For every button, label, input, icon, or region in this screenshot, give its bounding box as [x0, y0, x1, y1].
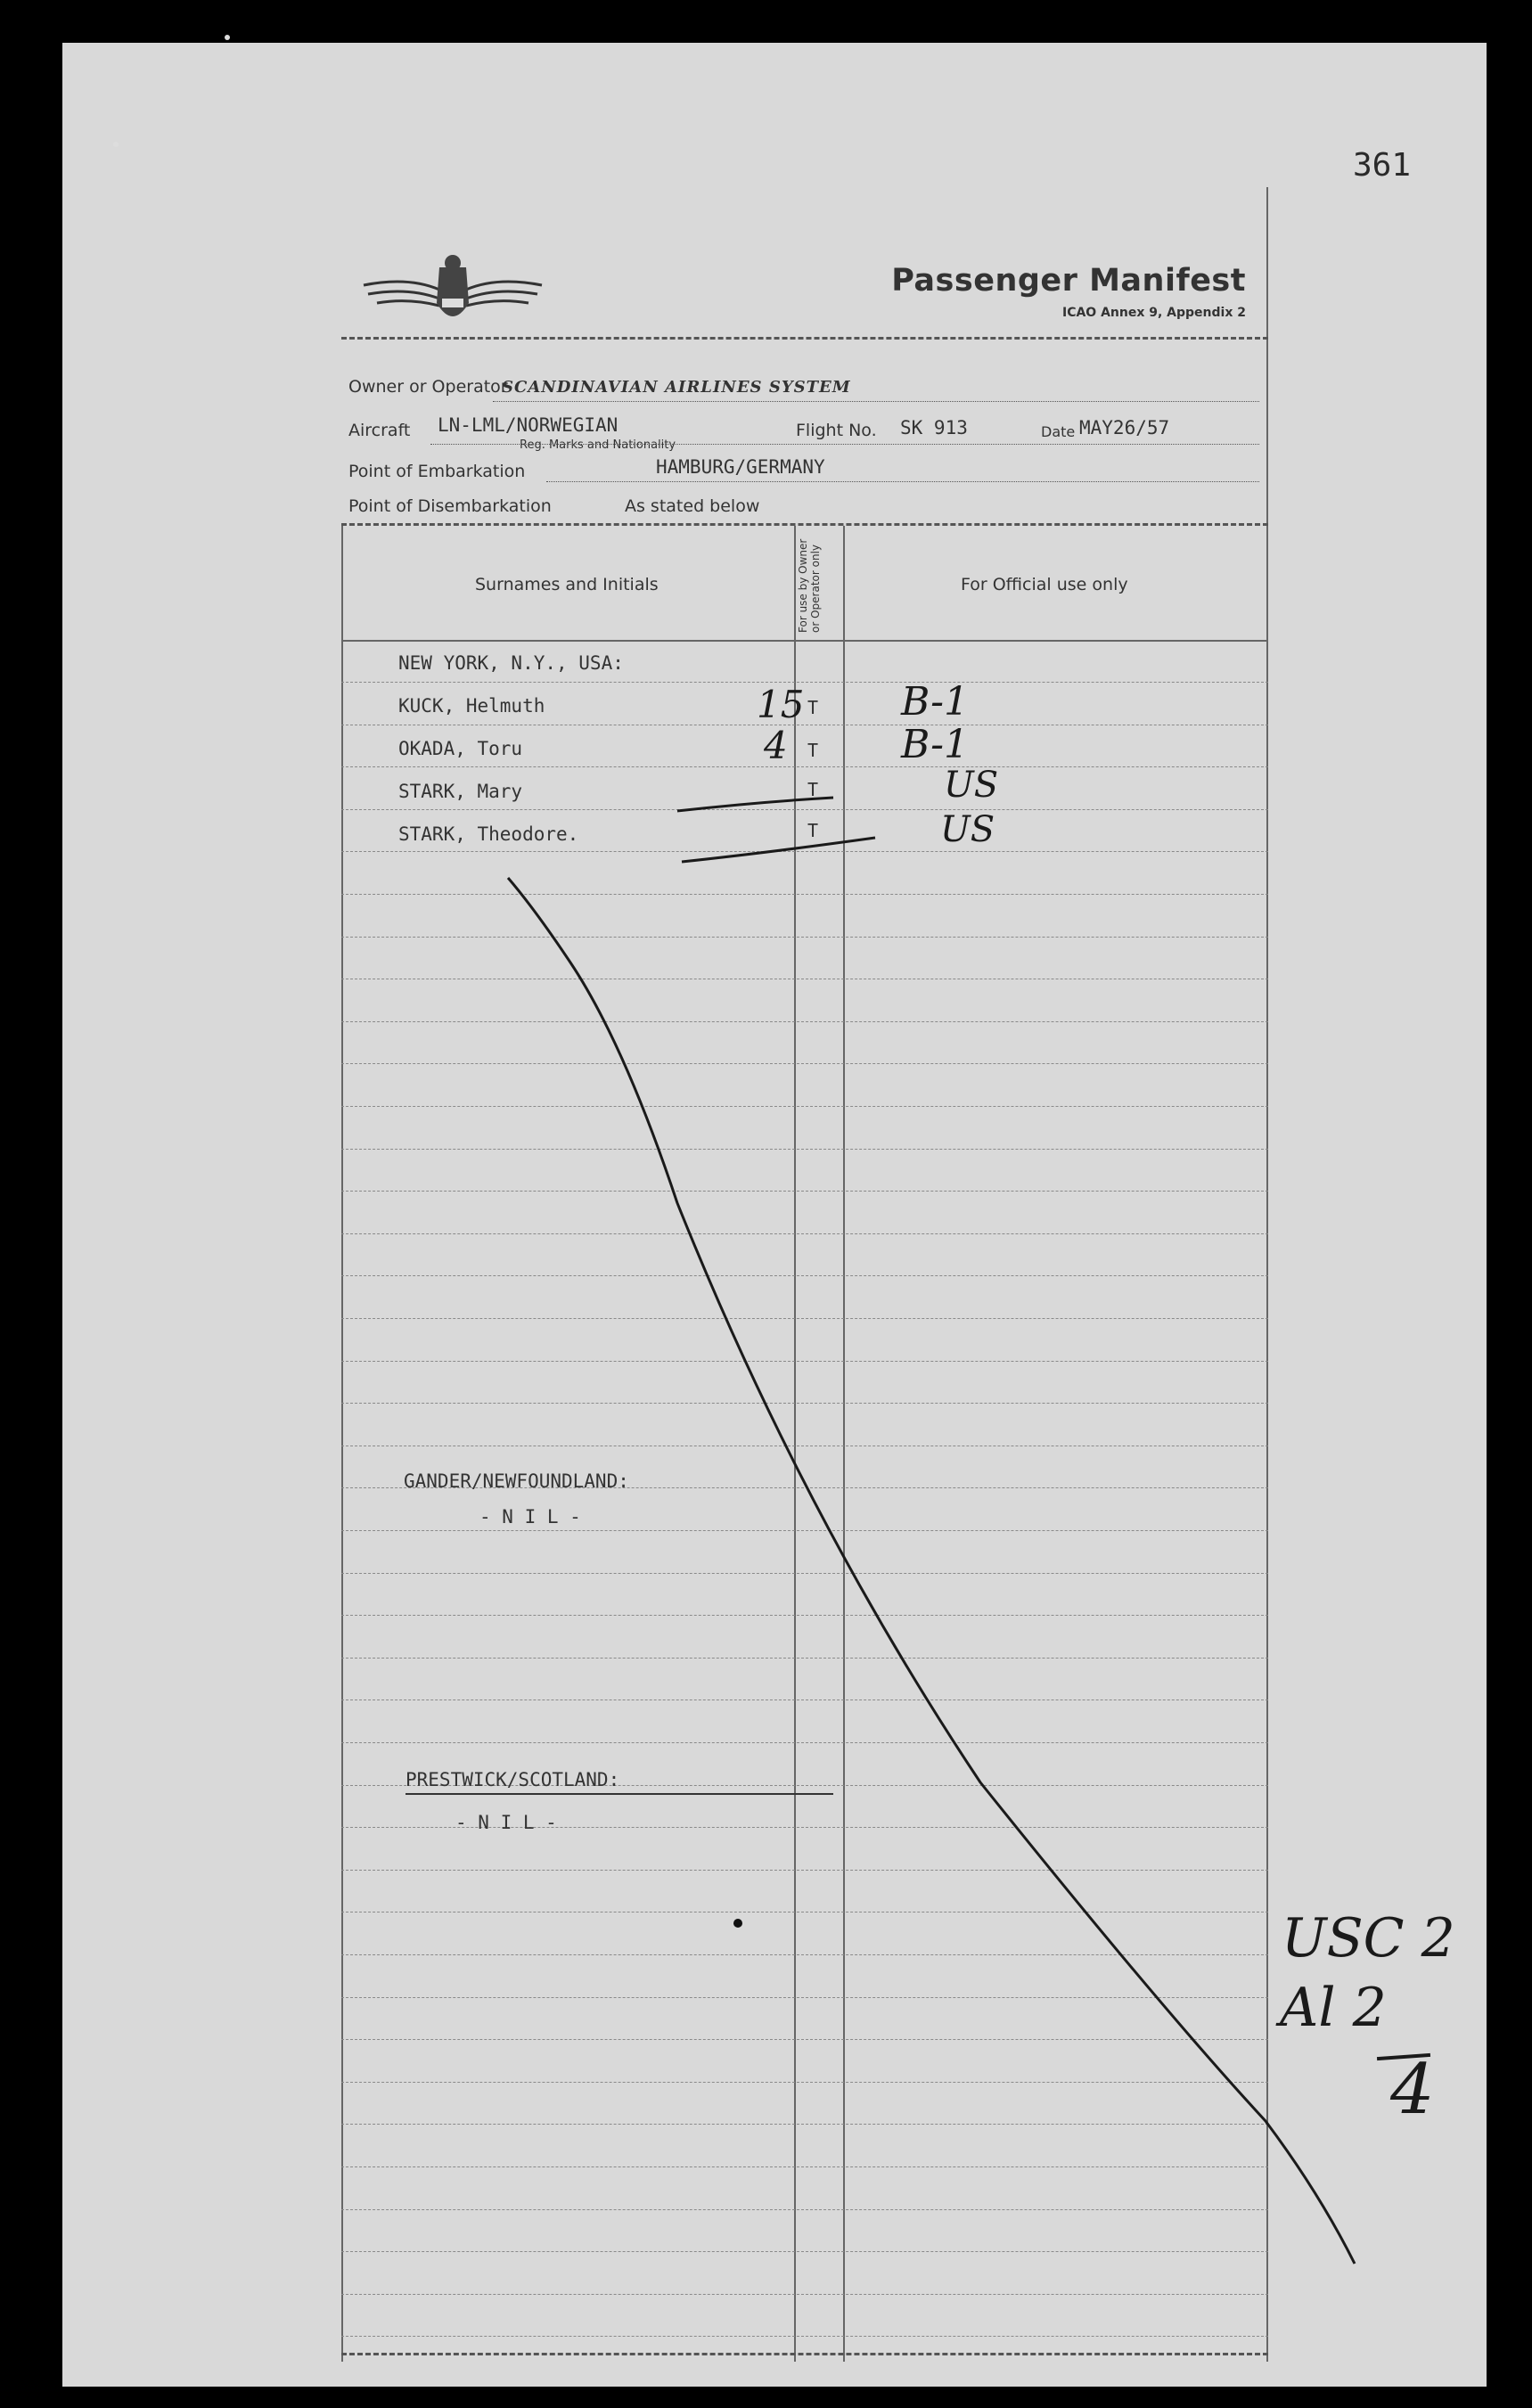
official-mark: US [940, 809, 995, 850]
owner-value: SCANDINAVIAN AIRLINES SYSTEM [502, 378, 851, 397]
ruled-line [341, 1191, 1268, 1192]
destination-prestwick: PRESTWICK/SCOTLAND: [406, 1769, 620, 1790]
gander-nil-note: - N I L - [479, 1506, 581, 1528]
embarkation-label: Point of Embarkation [348, 462, 526, 481]
table-left-border [341, 526, 343, 2362]
passenger-name: KUCK, Helmuth [398, 695, 545, 717]
destination-new-york: NEW YORK, N.Y., USA: [398, 652, 624, 674]
manifest-form [341, 187, 1268, 2362]
operator-mark: T [807, 697, 819, 718]
ruled-line [341, 1106, 1268, 1107]
ruled-line [341, 851, 1268, 852]
date-label: Date [1041, 423, 1076, 440]
ruled-line [341, 682, 1268, 683]
handwritten-code: 4 [764, 724, 788, 767]
official-mark: US [944, 765, 999, 806]
ruled-line [341, 2082, 1268, 2083]
passenger-name: OKADA, Toru [398, 738, 523, 759]
ruled-line [341, 1233, 1268, 1234]
embarkation-value: HAMBURG/GERMANY [656, 456, 825, 478]
owner-underline [493, 401, 1259, 402]
ruled-line [341, 766, 1268, 767]
ruled-line [341, 1318, 1268, 1319]
operator-mark: T [807, 820, 819, 841]
prestwick-underline [406, 1793, 833, 1795]
aircraft-sublabel: Reg. Marks and Nationality [520, 438, 676, 452]
form-subtitle: ICAO Annex 9, Appendix 2 [1061, 306, 1246, 320]
ruled-line [341, 1403, 1268, 1404]
aircraft-underline [430, 444, 1259, 445]
ruled-line [341, 1954, 1268, 1955]
aircraft-label: Aircraft [348, 421, 411, 440]
aircraft-value: LN-LML/NORWEGIAN [438, 414, 619, 436]
ruled-line [341, 1149, 1268, 1150]
header-rule [341, 337, 1268, 340]
passenger-name: STARK, Mary [398, 781, 523, 802]
ruled-line [341, 1658, 1268, 1659]
form-title: Passenger Manifest [891, 263, 1246, 299]
ruled-line [341, 2166, 1268, 2167]
ruled-line [341, 2336, 1268, 2337]
ruled-line [341, 2039, 1268, 2040]
official-mark: B-1 [901, 722, 970, 767]
flight-value: SK 913 [900, 417, 968, 438]
ruled-line [341, 1530, 1268, 1531]
passenger-table [341, 526, 1268, 2362]
official-column-header: For Official use only [961, 575, 1128, 594]
operator-col-right [843, 526, 845, 2362]
prestwick-nil-note: - N I L - [455, 1812, 557, 1833]
ruled-line [341, 809, 1268, 810]
airline-wings-logo-icon [355, 250, 551, 339]
table-header-rule [341, 640, 1268, 642]
owner-label: Owner or Operator [348, 377, 508, 397]
ruled-line [341, 2294, 1268, 2295]
margin-tally-line1: USC 2 [1282, 1907, 1455, 1970]
ruled-line [341, 2251, 1268, 2252]
operator-mark: T [807, 779, 819, 800]
footer-rule [341, 2353, 1268, 2355]
ruled-line [341, 1615, 1268, 1616]
ruled-line [341, 937, 1268, 938]
margin-tally-line3: 4 [1390, 2050, 1435, 2130]
operator-column-header: For use by Owner or Operator only [797, 538, 822, 633]
ruled-line [341, 1275, 1268, 1276]
embarkation-underline [546, 481, 1259, 482]
ruled-line [341, 2209, 1268, 2210]
ruled-line [341, 1870, 1268, 1871]
handwritten-code: 15 [757, 683, 805, 726]
disembarkation-label: Point of Disembarkation [348, 496, 552, 516]
destination-gander: GANDER/NEWFOUNDLAND: [404, 1470, 629, 1492]
margin-tally-line2: Al 2 [1280, 1977, 1387, 2039]
ruled-line [341, 1997, 1268, 1998]
ruled-line [341, 1573, 1268, 1574]
operator-mark: T [807, 740, 819, 761]
disembarkation-value: As stated below [625, 496, 760, 516]
passenger-name: STARK, Theodore. [398, 823, 579, 845]
ruled-line [341, 1361, 1268, 1362]
official-mark: B-1 [901, 679, 970, 725]
flight-label: Flight No. [796, 421, 877, 440]
surname-column-header: Surnames and Initials [475, 575, 659, 594]
operator-col-left [794, 526, 796, 2362]
page-number: 361 [1353, 147, 1412, 184]
ruled-line [341, 1063, 1268, 1064]
ruled-line [341, 2124, 1268, 2125]
date-value: MAY26/57 [1079, 417, 1170, 438]
ruled-line [341, 894, 1268, 895]
ruled-line [341, 1742, 1268, 1743]
ruled-line [341, 1021, 1268, 1022]
